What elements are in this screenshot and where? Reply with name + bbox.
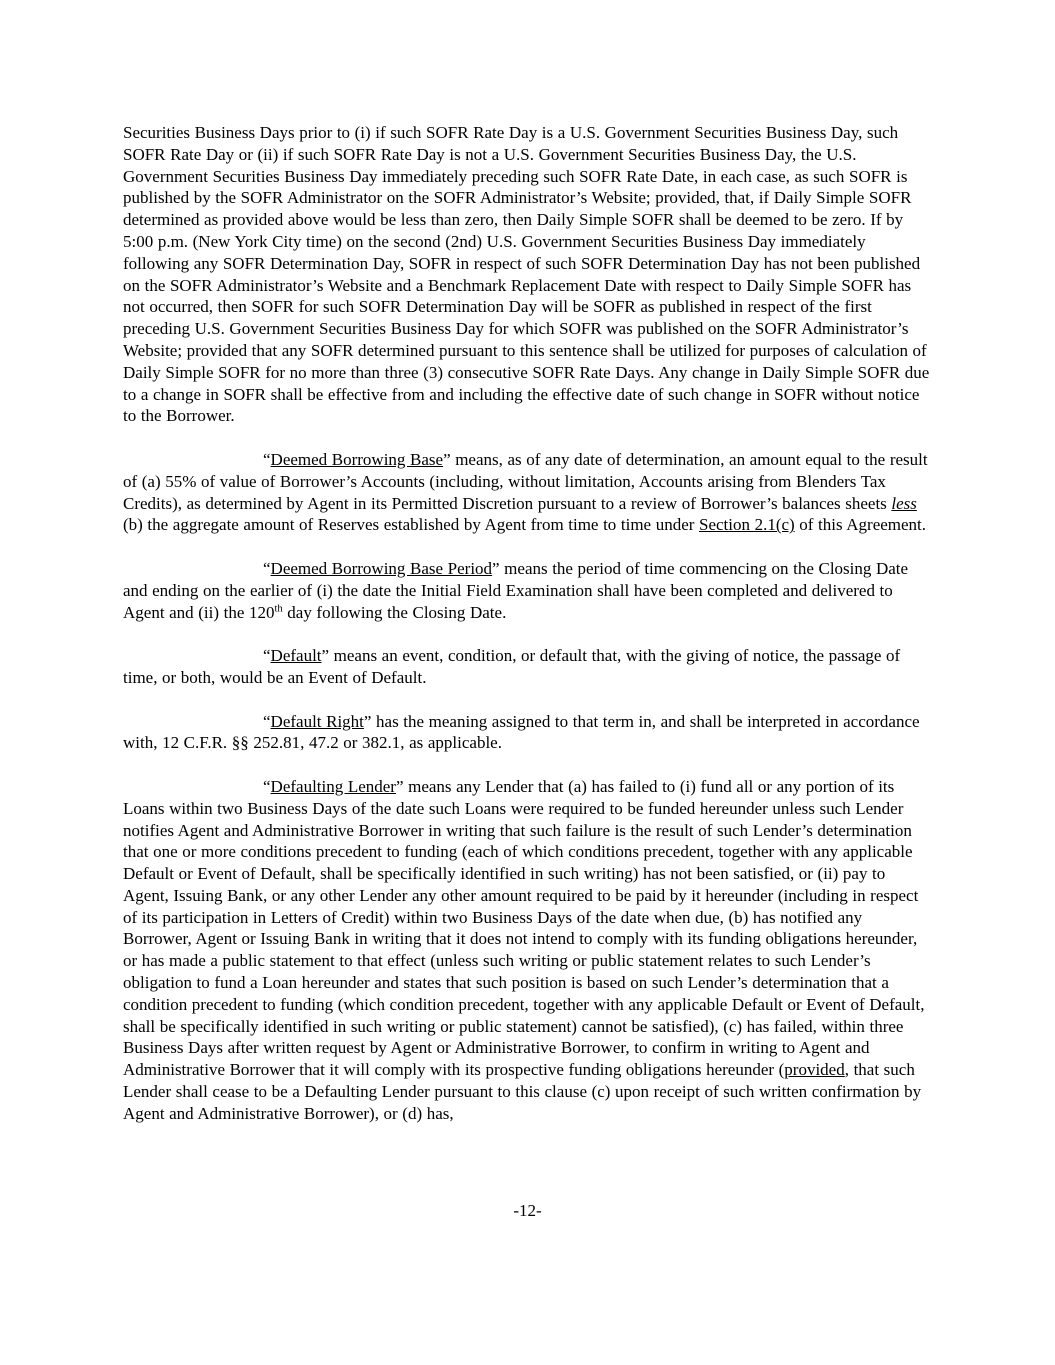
paragraph: [123, 558, 933, 623]
text-run: , that such Lender shall cease to be a Defaulting Lender pursuant to this clause (c) upon receipt of such written confirmation by Agent and Administrative Borrower), or (d) has,: [123, 1060, 922, 1123]
text-run: “: [263, 776, 271, 796]
defined-term: Defaulting Lender: [270, 776, 396, 796]
text-run: (b) the aggregate amount of Reserves established by Agent from time to time under: [123, 515, 699, 535]
paragraph: [123, 122, 933, 427]
text-run: Securities Business Days prior to (i) if such SOFR Rate Day is a U.S. Government Securities Business Day, such SOFR Rate Day or (ii) if such SOFR Rate Day is not a U.S. Government Securities Business Day, the U.S. Government Securities Business Day immediately preceding such SOFR Rate Date, in each case, as such SOFR is published by the SOFR Administrator on the SOFR Administrator’s Website; provided, that, if Daily Simple SOFR determined as provided above would be less than zero, then Daily Simple SOFR shall be deemed to be zero. If by 5:00 p.m. (New York City time) on the second (2nd) U.S. Government Securities Business Day immediately following any SOFR Determination Day, SOFR in respect of such SOFR Determination Day has not been published on the SOFR Administrator’s Website and a Benchmark Replacement Date with respect to Daily Simple SOFR has not occurred, then SOFR for such SOFR Determination Day will be SOFR as published in respect of the first preceding U.S. Government Securities Business Day for which SOFR was published on the SOFR Administrator’s Website; provided that any SOFR determined pursuant to this sentence shall be utilized for purposes of calculation of Daily Simple SOFR for no more than three (3) consecutive SOFR Rate Days. Any change in Daily Simple SOFR due to a change in SOFR shall be effective from and including the effective date of such change in SOFR without notice to the Borrower.: [123, 123, 930, 426]
defined-term: Default: [270, 646, 322, 666]
defined-term: Deemed Borrowing Base: [270, 449, 444, 469]
text-run: “: [263, 558, 271, 578]
defined-term: Section 2.1(c): [699, 515, 795, 535]
document-body: [123, 122, 933, 1125]
page-number: -12-: [513, 1201, 542, 1220]
paragraph: [123, 449, 933, 536]
defined-term: provided: [784, 1060, 845, 1080]
text-run: “: [263, 449, 271, 469]
defined-term: less: [891, 493, 917, 513]
paragraph: [123, 711, 933, 755]
text-run: ” means, as of any date of determination, an amount equal to the result of (a) 55% of value of Borrower’s Accounts (including, without limitation, Accounts arising from Blenders Tax Credits), as determined by Agent in its Permitted Discretion pursuant to a review of Borrower’s balances sheets: [123, 449, 928, 513]
text-run: ” means the period of time commencing on the Closing Date and ending on the earlier of (i) the date the Initial Field Examination shall have been completed and delivered to Agent and (ii) the 120: [123, 558, 909, 622]
paragraph: [123, 776, 933, 1125]
text-run: “: [263, 646, 271, 666]
defined-term: Default Right: [270, 711, 364, 731]
text-run: ” means any Lender that (a) has failed to (i) fund all or any portion of its Loans within two Business Days of the date such Loans were required to be funded hereunder unless such Lender notifies Agent and Administrative Borrower in writing that such failure is the result of such Lender’s determination that one or more conditions precedent to funding (each of which conditions precedent, together with any applicable Default or Event of Default, shall be specifically identified in such writing) has not been satisfied, or (ii) pay to Agent, Issuing Bank, or any other Lender any other amount required to be paid by it hereunder (including in respect of its participation in Letters of Credit) within two Business Days of the date when due, (b) has notified any Borrower, Agent or Issuing Bank in writing that it does not intend to comply with its funding obligations hereunder, or has made a public statement to that effect (unless such writing or public statement relates to such Lender’s obligation to fund a Loan hereunder and states that such position is based on such Lender’s determination that a condition precedent to funding (which condition precedent, together with any applicable Default or Event of Default, shall be specifically identified in such writing or public statement) cannot be satisfied), (c) has failed, within three Business Days after written request by Agent or Administrative Borrower, to confirm in writing to Agent and Administrative Borrower that it will comply with its prospective funding obligations hereunder (: [123, 776, 925, 1080]
text-run: th: [274, 602, 283, 614]
text-run: ” means an event, condition, or default that, with the giving of notice, the passage of time, or both, would be an Event of Default.: [123, 646, 901, 687]
paragraph: [123, 645, 933, 689]
text-run: “: [263, 711, 271, 731]
text-run: day following the Closing Date.: [282, 602, 507, 622]
text-run: of this Agreement.: [794, 515, 927, 535]
defined-term: Deemed Borrowing Base Period: [270, 558, 493, 578]
text-run: ” has the meaning assigned to that term in, and shall be interpreted in accordance with, 12 C.F.R. §§ 252.81, 47.2 or 382.1, as applicable.: [123, 711, 920, 753]
